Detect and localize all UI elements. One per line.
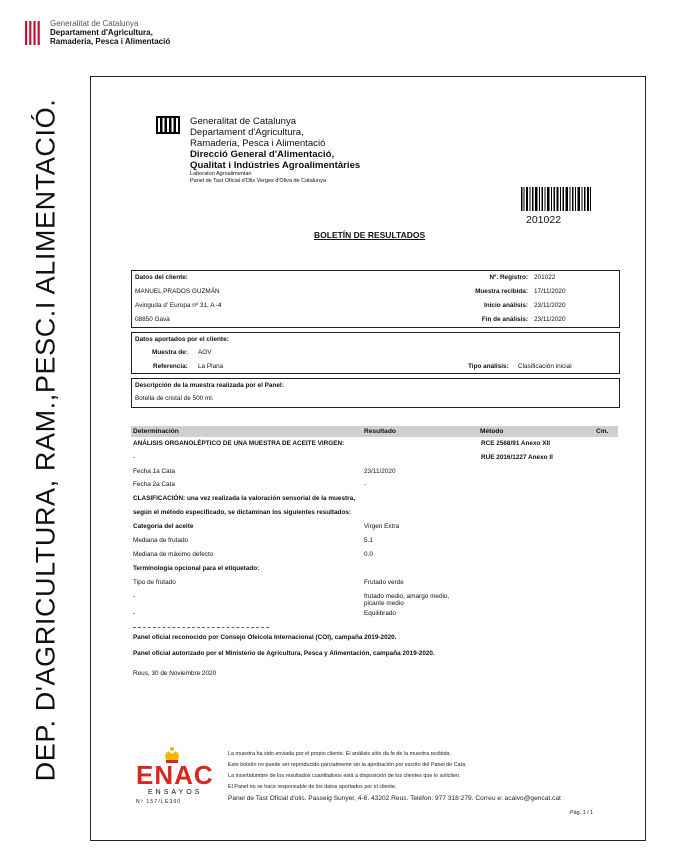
footer-line1: La muestra ha sido enviada por el propio cliente. El análisis sólo da fe de la muestra recibida. [228, 751, 451, 757]
description-box [131, 378, 620, 408]
inner-header-line1: Generalitat de Catalunya [190, 116, 297, 127]
barcode-number: 201022 [526, 214, 562, 226]
outer-header-line1: Generalitat de Catalunya [50, 19, 139, 28]
categoria-value: Virgen Extra [364, 523, 400, 530]
registro-value: 201022 [534, 274, 556, 281]
inner-header-line3: Ramaderia, Pesca i Alimentació [190, 138, 326, 149]
inner-header [190, 116, 360, 185]
place-date: Reus, 30 de Noviembre 2020 [133, 670, 217, 677]
fecha1-label: Fecha 1a Cata [133, 468, 175, 475]
fin-value: 23/11/2020 [534, 316, 566, 323]
client-address1: Avinguda d' Europa nº 31, A -4 [135, 302, 222, 309]
equilibrado-value: Equilibrado [364, 610, 396, 617]
frutado-label: Mediana de frutado [133, 537, 189, 544]
client-data-box [131, 332, 620, 374]
enac-word: ENAC [136, 760, 214, 790]
side-text: DEP. D'AGRICULTURA, RAM.,PESC.I ALIMENTACIÓ. [30, 98, 61, 782]
header-determinacion: Determinación [133, 428, 179, 435]
tipo-frutado-label: Tipo de frutado [133, 579, 176, 586]
footer-line5: Panel de Tast Oficial d'olis. Passeig Sunyer, 4-6. 43202 Reus. Telèfon: 977 318 279. Correu e: acaivo@gencat.cat [228, 795, 561, 802]
inner-header-line5: Qualitat i Indústries Agroalimentàries [190, 160, 361, 171]
client-name: MANUEL PRADOS GUZMÁN [135, 288, 220, 295]
referencia-value: La Plana [198, 363, 224, 370]
dash3: - [133, 610, 136, 617]
desc-value-line1: frutado medio, amargo medio, [364, 593, 450, 600]
recibida-value: 17/11/2020 [534, 288, 566, 295]
inner-header-line6: Laboratori Agroalimentari [190, 171, 252, 177]
client-box [131, 270, 620, 328]
footer-line4: El Panel no se hace responsable de los datos aportados por el cliente. [228, 784, 397, 790]
barcode [521, 187, 591, 211]
generalitat-logo [24, 20, 42, 46]
side-text-container [24, 100, 68, 780]
enac-sub: ENSAYOS [148, 789, 203, 796]
outer-header-line2: Departament d'Agricultura, [50, 28, 153, 37]
defecto-value: 0.0 [364, 551, 373, 558]
tipo-label: Tipo análisis: [468, 363, 509, 370]
header-metodo: Método [480, 428, 504, 435]
client-address2: 08850 Gavà [135, 316, 170, 323]
results-header [131, 426, 618, 437]
outer-header-line3: Ramaderia, Pesca i Alimentació [50, 37, 171, 46]
footer-line3: La incertidumbre de los resultados cuantitativos está a disposición de los clientes que lo soliciten. [228, 773, 461, 779]
muestra-label: Muestra de: [152, 349, 188, 356]
muestra-value: AOV [198, 349, 212, 356]
document-title: BOLETÍN DE RESULTADOS [314, 230, 426, 240]
header-cm: Cm. [596, 428, 609, 435]
registro-label: Nº. Registro: [489, 274, 528, 281]
categoria-label: Categoría del aceite [133, 523, 194, 530]
client-heading: Datos del cliente: [135, 274, 188, 281]
generalitat-inner-logo [156, 116, 180, 134]
inner-header-line2: Departament d'Agricultura, [190, 127, 304, 138]
description-heading: Descripción de la muestra realizada por el Panel: [135, 382, 284, 389]
panel-note-1: Panel oficial reconocido por Consejo Oleícola Internacional (COI), campaña 2019-2020. [133, 634, 397, 641]
footer-line2: Este boletín no puede ser reproducido parcialmente sin la aprobación por escrito del Panel de Cata. [228, 762, 467, 768]
tipo-value: Clasificación inicial [518, 363, 572, 370]
inner-header-line7: Panel de Tast Oficial d'Olis Verges d'Oliva de Catalunya [190, 178, 326, 184]
dash1: - [133, 454, 136, 461]
method2: RUE 2016/1227 Anexo II [481, 454, 553, 461]
recibida-label: Muestra recibida: [475, 288, 528, 295]
enac-number: Nº 157/LE300 [136, 799, 182, 805]
tipo-frutado-value: Frutado verde [364, 579, 404, 586]
fin-label: Fin de análisis: [481, 316, 528, 323]
inicio-value: 23/11/2020 [534, 302, 566, 309]
fecha2-label: Fecha 2a Cata [133, 481, 175, 488]
analysis-title: ANÁLISIS ORGANOLÉPTICO DE UNA MUESTRA DE ACEITE VIRGEN: [133, 440, 345, 447]
fecha1-value: 23/11/2020 [364, 468, 396, 475]
inner-header-line4: Direcció General d'Alimentació, [190, 149, 335, 160]
client-data-heading: Datos aportados por el cliente: [135, 336, 229, 343]
header-resultado: Resultado [364, 428, 396, 435]
desc-value-line2: picante medio [364, 600, 404, 607]
enac-logo [134, 746, 222, 808]
dash2: - [133, 593, 136, 600]
outer-header [50, 19, 170, 46]
description-text: Botella de cristal de 500 ml. [135, 395, 214, 402]
panel-note-2: Panel oficial autorizado por el Ministerio de Agricultura, Pesca y Alimentación, campaña 2019-2020. [133, 650, 435, 657]
fecha2-value: - [364, 481, 367, 488]
terminologia-heading: Terminología opcional para el etiquetado: [133, 565, 260, 572]
clasificacion-line2: según el método especificado, se dictaminan los siguientes resultados: [133, 509, 352, 516]
separator-line [133, 627, 269, 628]
method1: RCE 2568/91 Anexo XII [481, 440, 551, 447]
clasificacion-line1: CLASIFICACIÓN: una vez realizada la valoración sensorial de la muestra, [133, 495, 355, 502]
frutado-value: 5.1 [364, 537, 373, 544]
referencia-label: Referencia: [153, 363, 188, 370]
inicio-label: Inicio análisis: [483, 302, 528, 309]
defecto-label: Mediana de máximo defecto [133, 551, 214, 558]
page-number: Pág. 1 / 1 [570, 810, 594, 816]
